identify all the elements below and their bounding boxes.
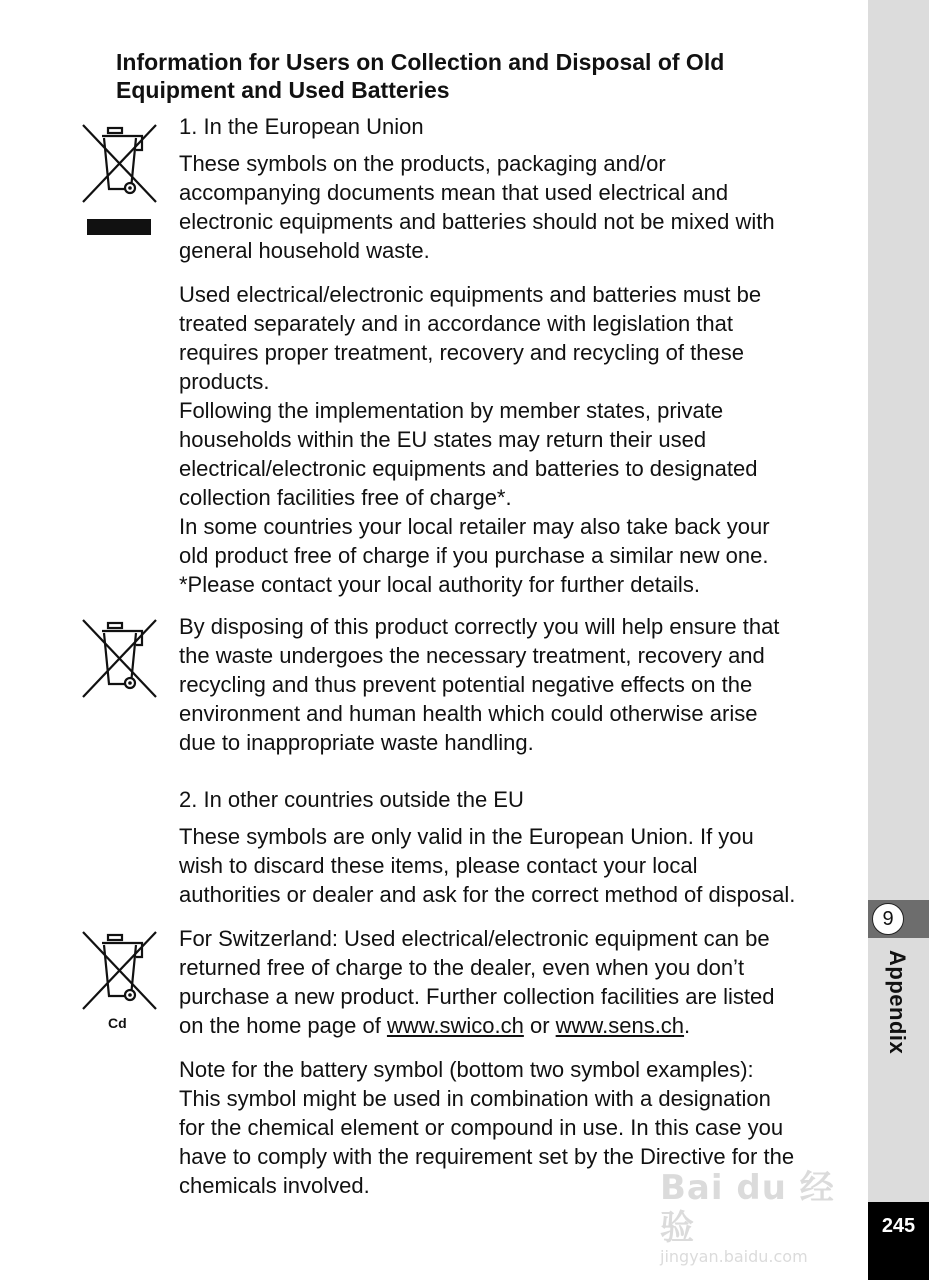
section-eu-title: 1. In the European Union xyxy=(179,114,424,139)
outside-eu-paragraph: These symbols are only valid in the European Union. If you wish to discard these items, please contact your local authorities or dealer and ask for the correct method of disposal. xyxy=(179,824,796,907)
switzerland-or-text: or xyxy=(523,1013,556,1038)
eu-paragraph-3: By disposing of this product correctly you will help ensure that the waste undergoes the necessary treatment, recovery and recycling and thus prevent potential negative effects on the environment and human health which could otherwise arise due to inappropriate waste handling. xyxy=(179,614,780,755)
watermark-logo: Bai du 经验 xyxy=(660,1168,835,1248)
crossed-out-bin-icon xyxy=(80,617,160,702)
watermark-url: jingyan.baidu.com xyxy=(660,1247,808,1266)
crossed-out-bin-icon xyxy=(80,929,160,1014)
separation-bar xyxy=(87,219,151,235)
page-title xyxy=(116,48,836,104)
crossed-out-bin-icon xyxy=(80,122,160,207)
page-title-text: Information for Users on Collection and Disposal of Old Equipment and Used Batteries xyxy=(116,49,725,103)
section-outside-eu-title: 2. In other countries outside the EU xyxy=(179,787,524,812)
swico-link[interactable]: www.swico.ch xyxy=(386,1013,524,1038)
switzerland-paragraph xyxy=(179,924,859,1040)
eu-paragraph-2: Used electrical/electronic equipments and batteries must be treated separately and in accordance with legislation that requires proper treatment, recovery and recycling of these products. Following the implementation by member states, private households within the EU states may return their used electrical/electronic equipments and batteries to designated collection facilities free of charge*. In some countries your local retailer may also take back your old product free of charge if you purchase a similar new one. *Please contact your local authority for further details. xyxy=(179,282,770,597)
switzerland-end-text: . xyxy=(684,1013,691,1038)
cadmium-label: Cd xyxy=(108,1015,127,1031)
eu-paragraph-1: These symbols on the products, packaging and/or accompanying documents mean that used electrical and electronic equipments and batteries should not be mixed with general household waste. xyxy=(179,151,775,263)
battery-note-paragraph: Note for the battery symbol (bottom two symbol examples): This symbol might be used in combination with a designation for the chemical element or compound in use. In this case you have to comply with the requirement set by the Directive for the chemicals involved. xyxy=(179,1057,795,1198)
chapter-label: Appendix xyxy=(885,950,910,1055)
page-number: 245 xyxy=(868,1202,929,1280)
switzerland-text: For Switzerland: Used electrical/electronic equipment can be returned free of charge to the dealer, even when you don’t purchase a new product. Further collection facilities are listed on the home page of xyxy=(179,926,775,1038)
chapter-sidebar xyxy=(868,0,929,1280)
sens-link[interactable]: www.sens.ch xyxy=(555,1013,685,1038)
chapter-number: 9 xyxy=(872,903,904,935)
